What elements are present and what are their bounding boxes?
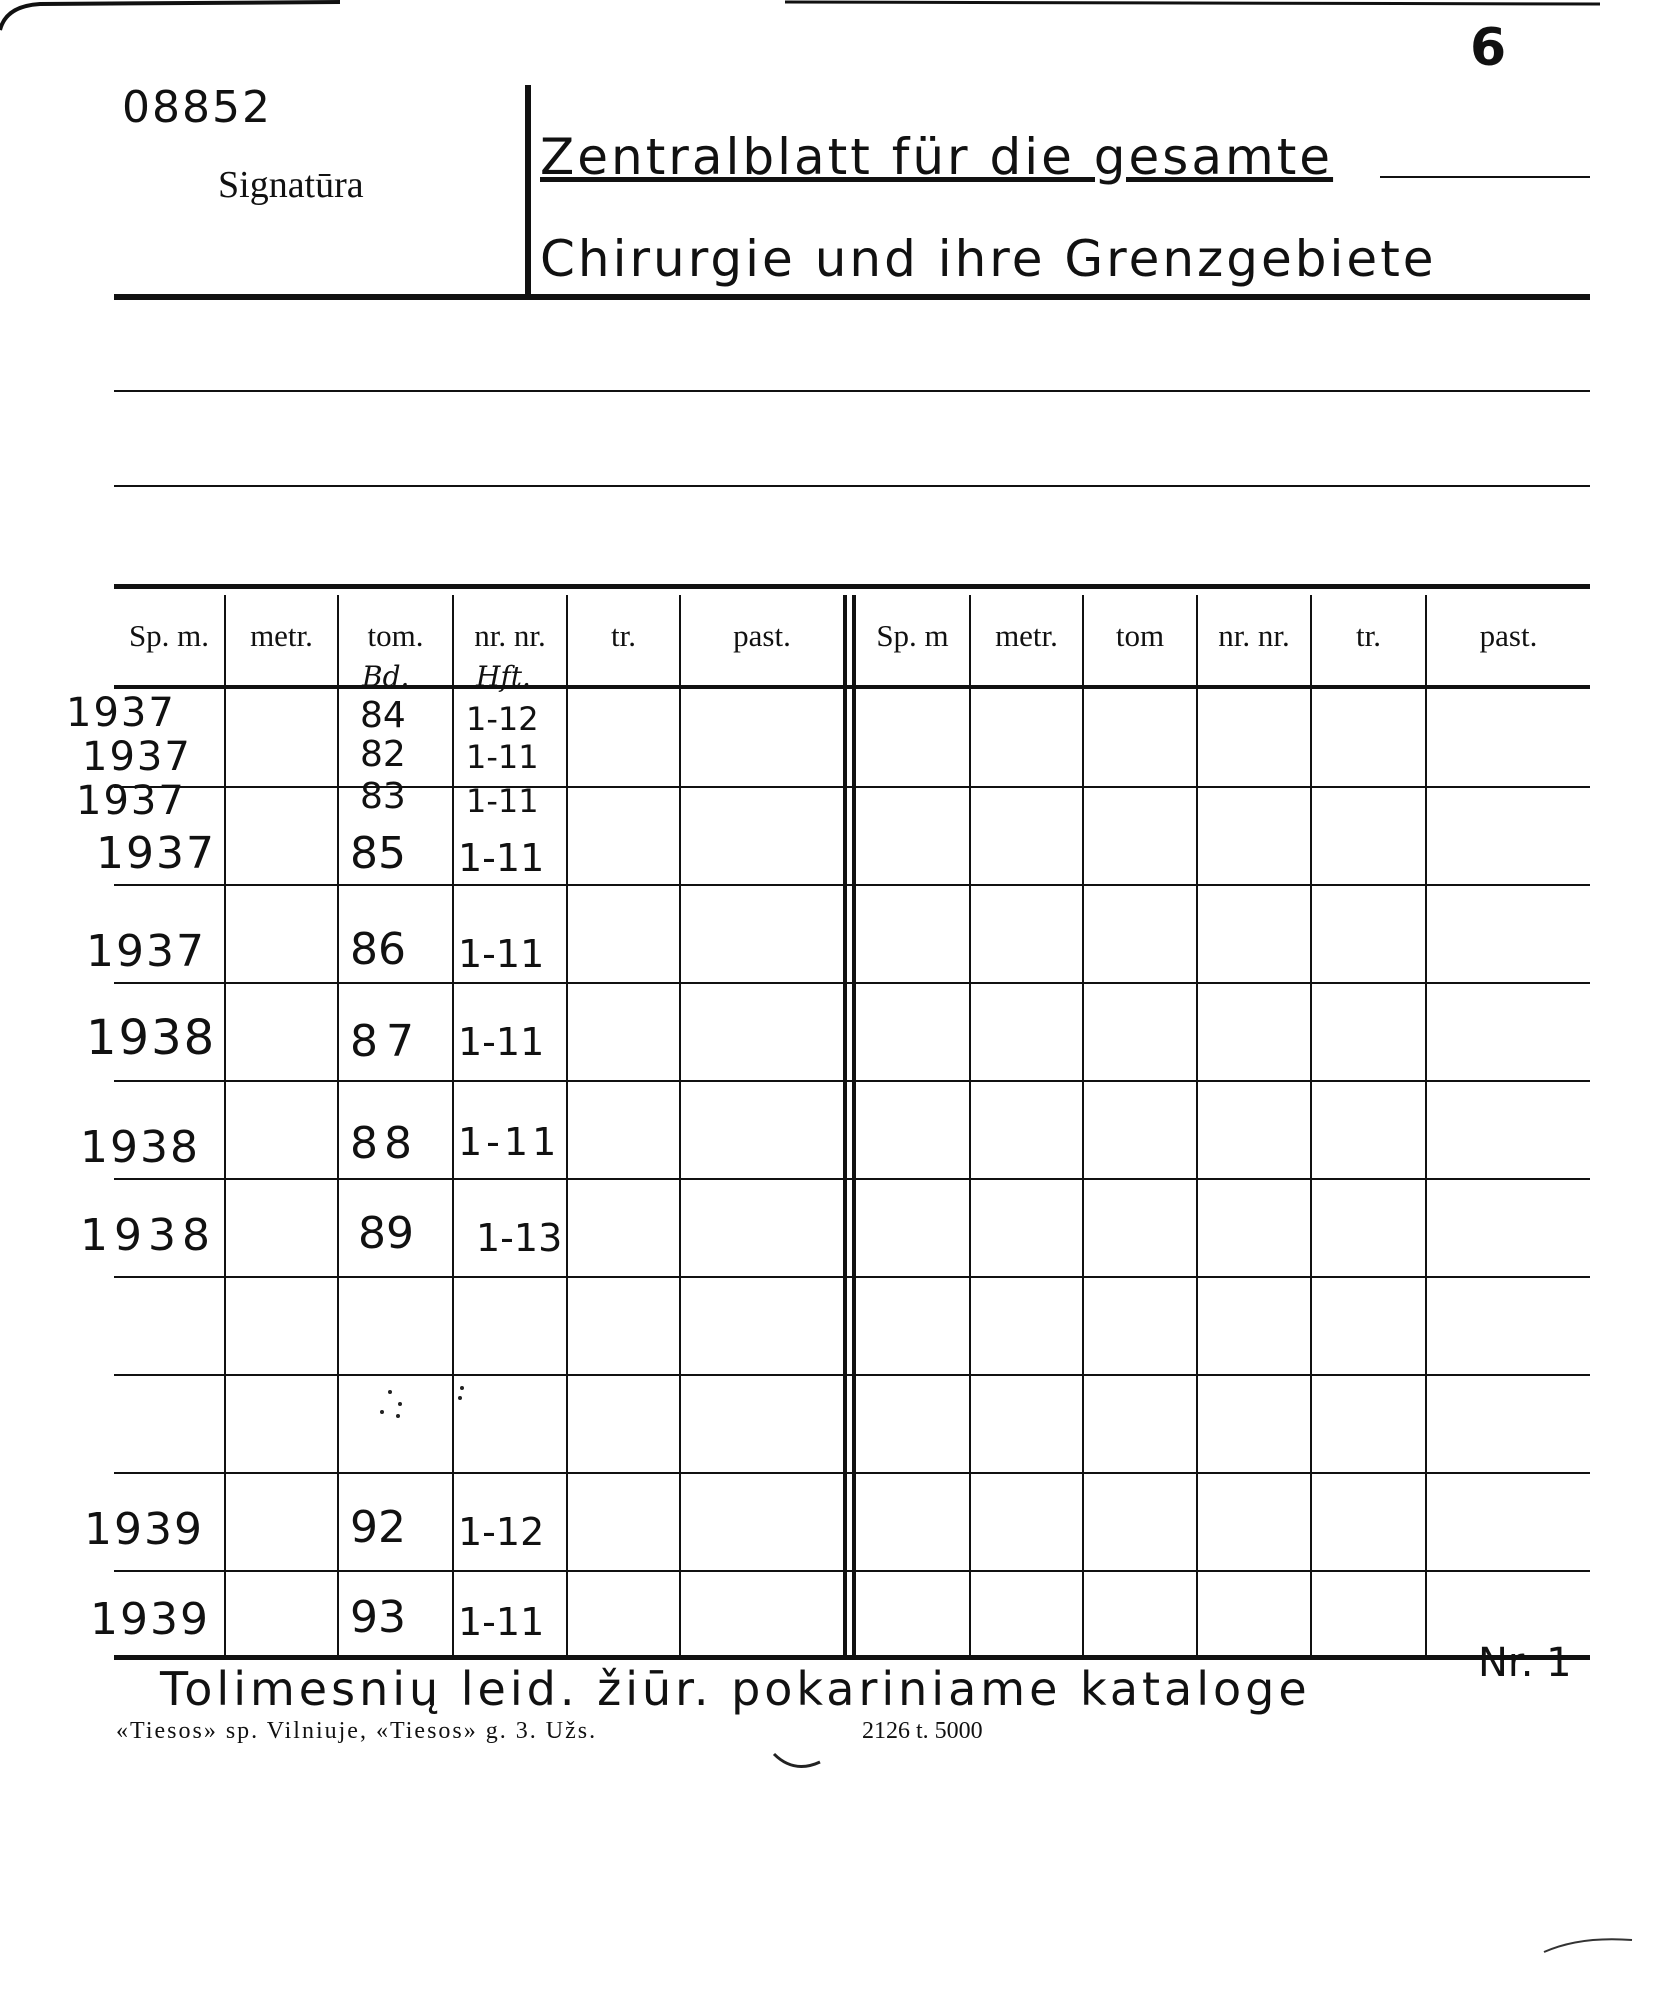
col-line [1082, 595, 1084, 1655]
header-nr-sub: Hft. [476, 660, 531, 693]
header-past: past. [733, 618, 791, 653]
table-top-border [114, 584, 1590, 589]
col-double-line [852, 595, 856, 1655]
row-tom: 93 [350, 1592, 406, 1643]
row-nr: 1-12 [458, 1510, 545, 1554]
row-line [114, 884, 1590, 886]
header-tom-right: tom [1115, 618, 1165, 653]
header-nr-nr: nr. nr. [474, 618, 546, 653]
blank-line-2 [114, 485, 1590, 487]
row-line [114, 1472, 1590, 1474]
row-line [114, 982, 1590, 984]
row-year: 1938 [80, 1122, 200, 1173]
note-number: Nr. 1 [1478, 1640, 1572, 1686]
row-line [114, 1374, 1590, 1376]
row-tom: 85 [350, 828, 406, 879]
row-year: 1939 [84, 1504, 204, 1555]
col-line [1196, 595, 1198, 1655]
title-line-1-rule [1380, 176, 1590, 178]
row-year: 1937 [82, 734, 192, 780]
row-nr: 1-11 [458, 1600, 545, 1644]
col-line [969, 595, 971, 1655]
col-line [337, 595, 339, 1655]
title-line-1: Zentralblatt für die gesamte [540, 128, 1334, 186]
row-line [114, 1276, 1590, 1278]
row-nr: 1-11 [458, 1020, 545, 1064]
row-tom: 92 [350, 1502, 406, 1553]
title-line-2: Chirurgie und ihre Grenzgebiete [540, 230, 1437, 288]
header-tr: tr. [611, 618, 636, 653]
signature-label: Signatūra [218, 164, 364, 206]
header-tom-sub: Bd. [362, 660, 410, 693]
table-bottom-border [114, 1655, 1590, 1660]
row-year: 1937 [76, 778, 186, 824]
row-nr: 1-11 [458, 932, 545, 976]
row-tom: 82 [360, 734, 406, 775]
row-line [114, 1080, 1590, 1082]
card-top-edge [0, 0, 1653, 40]
header-metr: metr. [250, 618, 313, 653]
row-nr: 1-12 [466, 700, 539, 738]
row-nr: 1-11 [466, 782, 539, 820]
row-nr: 1-13 [476, 1216, 563, 1260]
row-year: 1938 [86, 1010, 217, 1066]
header-sp-m-right: Sp. m [876, 618, 949, 653]
row-year: 1937 [86, 926, 206, 977]
header-rule-main [114, 294, 1590, 300]
row-tom: 84 [360, 695, 406, 736]
stray-mark-bottom [770, 1748, 830, 1778]
row-tom: 89 [358, 1208, 414, 1259]
col-line [1425, 595, 1427, 1655]
printer-order: 2126 t. 5000 [862, 1718, 983, 1744]
header-nr-nr-right: nr. nr. [1218, 618, 1290, 653]
stray-marks [370, 1380, 470, 1430]
row-year: 1938 [80, 1210, 216, 1261]
row-nr: 1-11 [458, 836, 545, 880]
row-line [114, 1570, 1590, 1572]
blank-line-1 [114, 390, 1590, 392]
row-tom: 86 [350, 924, 406, 975]
row-line [114, 1178, 1590, 1180]
signature-value: 08852 [122, 82, 272, 133]
row-tom: 83 [360, 776, 406, 817]
header-tom: tom. [367, 618, 424, 653]
handwritten-note: Tolimesnių leid. žiūr. pokariniame kataloge [160, 1662, 1311, 1716]
row-year: 1939 [90, 1594, 210, 1645]
header-tr-right: tr. [1356, 618, 1381, 653]
title-separator [525, 85, 531, 297]
row-line [114, 786, 1590, 788]
stray-mark-edge [1540, 1930, 1640, 1960]
col-line [1310, 595, 1312, 1655]
header-metr-right: metr. [995, 618, 1058, 653]
printer-info: «Tiesos» sp. Vilniuje, «Tiesos» g. 3. Užs. [116, 1718, 598, 1744]
row-year: 1937 [66, 690, 176, 736]
row-nr: 1-11 [466, 738, 539, 776]
header-past-right: past. [1479, 618, 1538, 653]
col-double-line [843, 595, 847, 1655]
row-year: 1937 [96, 828, 216, 879]
row-tom: 87 [350, 1016, 422, 1067]
card-number: 6 [1470, 18, 1507, 78]
header-sp-m: Sp. m. [128, 618, 210, 653]
row-tom: 88 [350, 1118, 418, 1169]
col-line [679, 595, 681, 1655]
row-nr: 1-11 [458, 1120, 561, 1164]
